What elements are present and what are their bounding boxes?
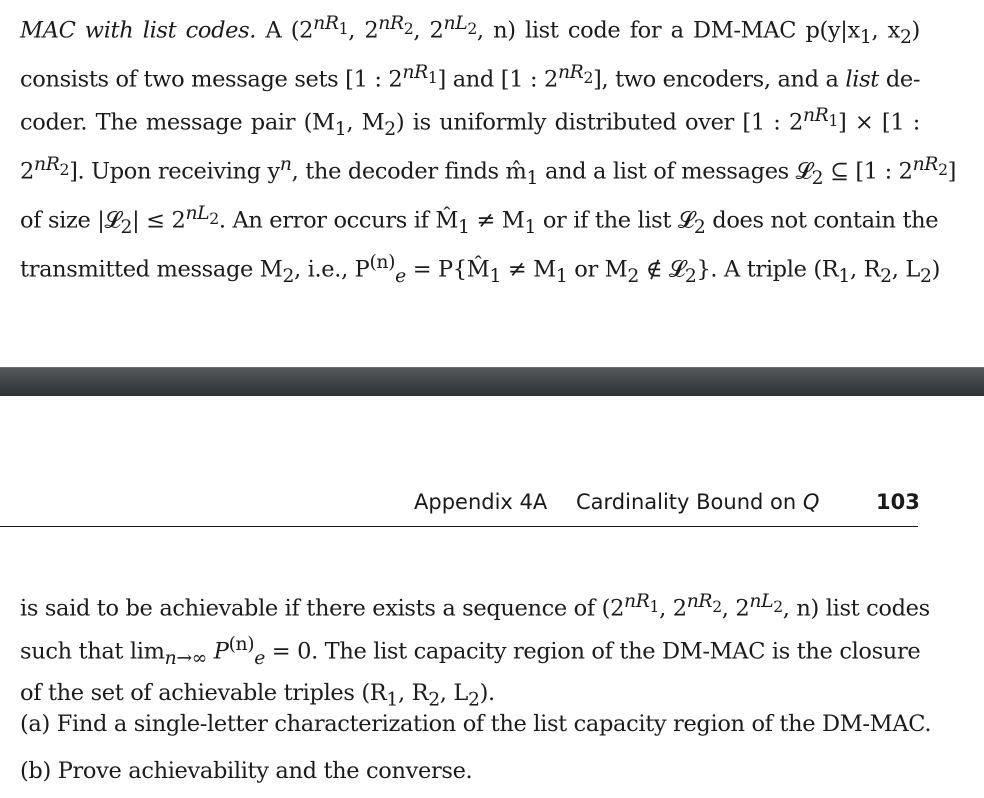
- item-label: (b): [20, 758, 51, 784]
- top-paragraph-line-4: $2^{nR_2}$]. Upon receiving $y^n$, the decoder finds $m̂_1$ and a list of messages 𝓛$_2$ ⊆ [1 : $2^{nR_2}$]: [20, 153, 957, 189]
- paragraph-heading: MAC with list codes.: [20, 17, 257, 44]
- bottom-paragraph: [20, 584, 930, 717]
- page-number: 103: [876, 490, 920, 514]
- top-paragraph-line-5: of size |𝓛$_2$| ≤ $2^{nL_2}$. An error occurs if $M̂_1 \ne M_1$ or if the list 𝓛$_2$ does not contain the: [20, 202, 939, 238]
- running-head-title: Cardinality Bound on Q: [576, 490, 820, 514]
- top-paragraph-line-2: consists of two message sets [1 : $2^{nR_1}$] and [1 : $2^{nR_2}$], two encoders, and a list de-: [20, 62, 921, 93]
- top-paragraph-line-6: transmitted message $M_2$, i.e., $P^{(n)}_e$ = $P\{M̂_1 \ne M_1$ or $M_2$ ∉ 𝓛$_2$}. A triple ($R_1$, $R_2$, $L_2$): [20, 251, 940, 287]
- bottom-paragraph-line-1: is said to be achievable if there exists a sequence of ($2^{nR_1}$, $2^{nR_2}$, $2^{nL_2}$, n) list codes: [20, 591, 930, 622]
- top-paragraph: [20, 6, 957, 294]
- top-paragraph-line-1: MAC with list codes. A ($2^{nR_1}$, $2^{nR_2}$, $2^{nL_2}$, n) list code for a DM-MAC $p(y|x_1$, $x_2$): [20, 13, 920, 48]
- bottom-paragraph-line-3: of the set of achievable triples ($R_1$, $R_2$, $L_2$).: [20, 679, 495, 710]
- exercise-item-a: [20, 707, 931, 742]
- running-head-appendix: Appendix 4A: [414, 490, 548, 514]
- bottom-paragraph-line-2: such that $\lim_{n\to\infty} P^{(n)}_e = 0$. The list capacity region of the DM-MAC is the closure: [20, 633, 921, 669]
- top-paragraph-line-3: coder. The message pair ($M_1$, $M_2$) is uniformly distributed over [1 : $2^{nR_1}] \times [1$ :: [20, 104, 920, 140]
- item-label: (a): [20, 711, 50, 737]
- emphasis-list: list: [845, 66, 879, 93]
- item-text: Prove achievability and the converse.: [57, 758, 473, 784]
- item-text: Find a single-letter characterization of the list capacity region of the DM-MAC.: [56, 711, 932, 737]
- running-head: [0, 487, 984, 521]
- exercise-item-b: [20, 754, 472, 789]
- page-break-divider: [0, 367, 984, 396]
- header-rule: [0, 526, 918, 527]
